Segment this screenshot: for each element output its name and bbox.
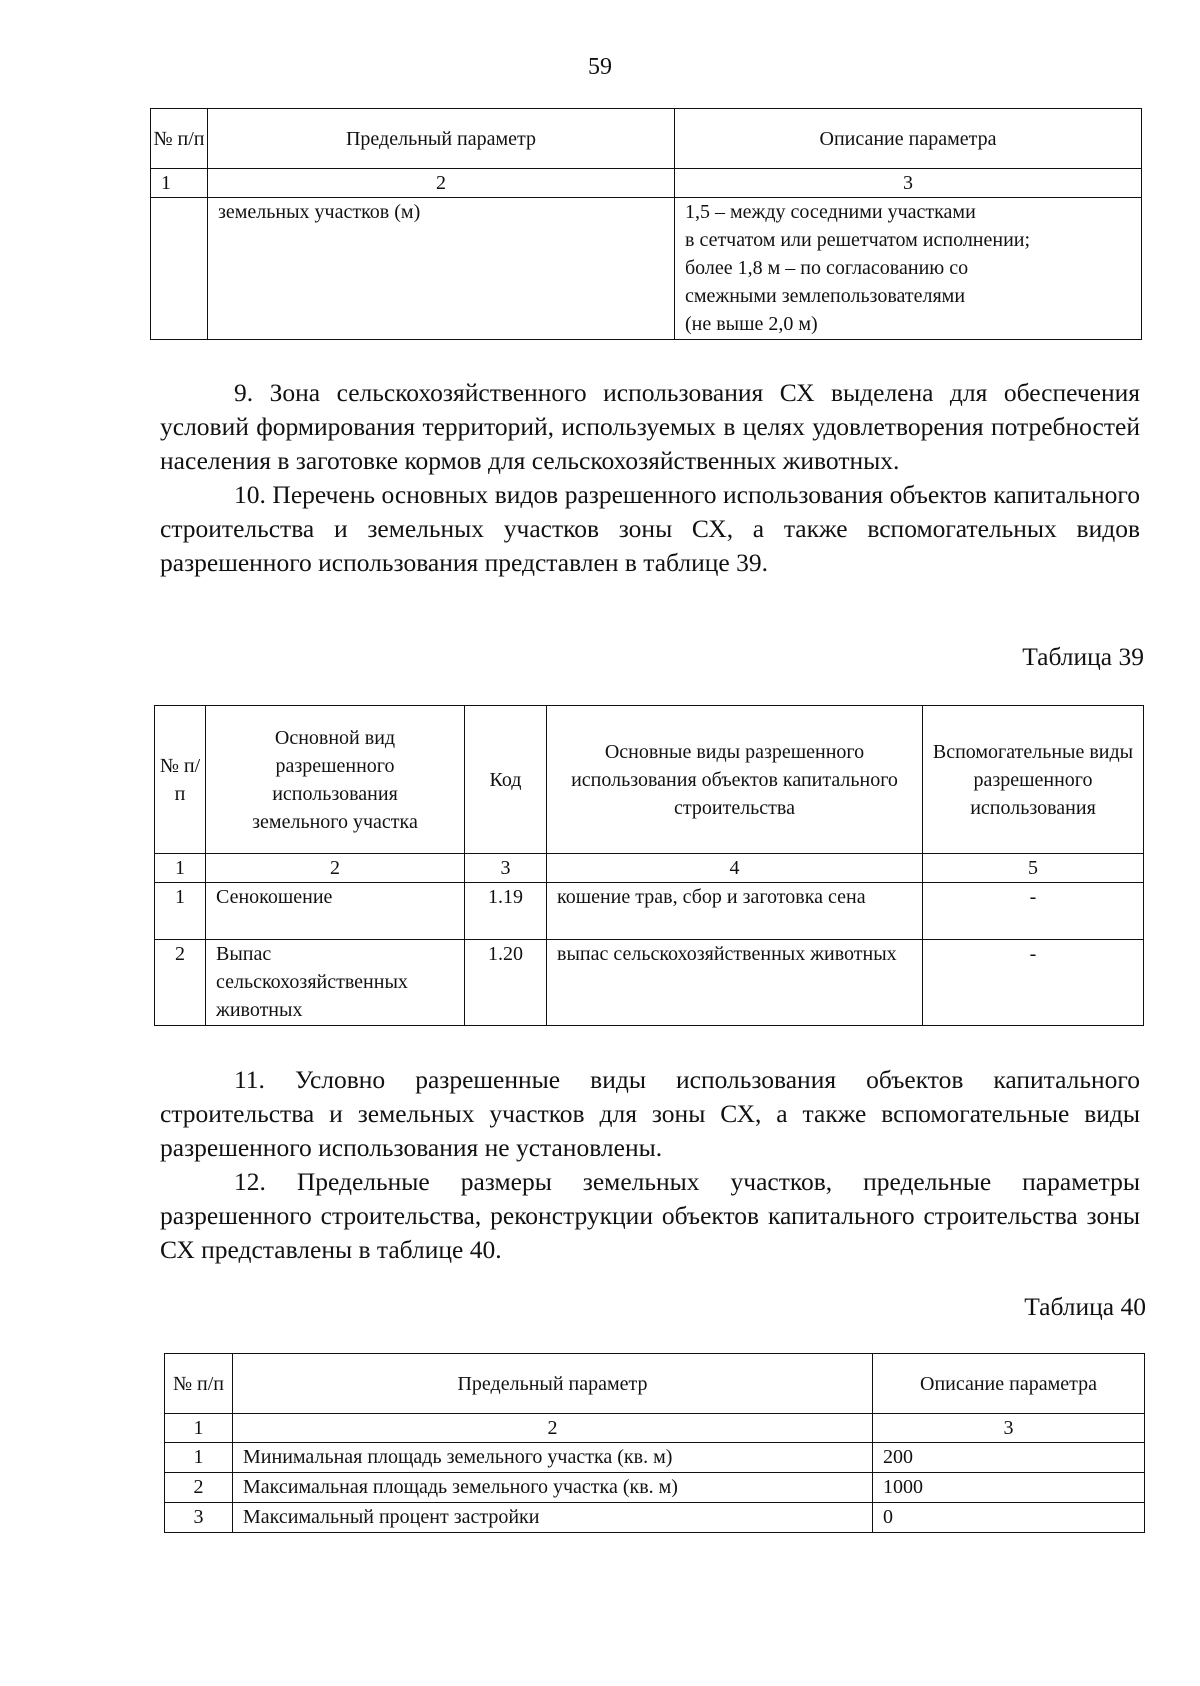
header-aux: Вспомогательные виды разрешенного использования [923, 706, 1144, 854]
desc-line: (не выше 2,0 м) [685, 313, 818, 335]
paragraph-block-1 [160, 376, 1140, 580]
table-number-row [165, 1414, 1145, 1443]
row-desc [675, 198, 1142, 340]
table-top [150, 108, 1142, 340]
row-main: кошение трав, сбор и заготовка сена [547, 883, 923, 940]
paragraph-11: 11. Условно разрешенные виды использования объектов капитального строительства и земельных участков для зоны СХ, а также вспомогательные виды разрешенного использования не установлены. [160, 1065, 1140, 1162]
row-num: 3 [165, 1503, 233, 1533]
col-number: 5 [923, 854, 1144, 883]
paragraph-10: 10. Перечень основных видов разрешенного использования объектов капитального строительства и земельных участков зоны СХ, а также вспомогательных видов разрешенного использования представлен в таблице 39. [160, 480, 1140, 577]
header-param: Предельный параметр [208, 109, 675, 169]
table-row [155, 940, 1144, 1026]
desc-line: в сетчатом или решетчатом исполнении; [685, 229, 1031, 251]
table-header-row [155, 706, 1144, 854]
table-40 [164, 1353, 1145, 1533]
row-desc: 1000 [873, 1473, 1145, 1503]
row-main: выпас сельскохозяйственных животных [547, 940, 923, 1026]
row-param: Максимальный процент застройки [233, 1503, 873, 1533]
header-code: Код [465, 706, 547, 854]
row-code: 1.20 [465, 940, 547, 1026]
header-kind: Основной вид разрешенного использования земельного участка [206, 706, 465, 854]
table-39 [154, 705, 1144, 1026]
paragraph-9: 9. Зона сельскохозяйственного использования СХ выделена для обеспечения условий формирования территорий, используемых в целях удовлетворения потребностей населения в заготовке кормов для сельскохозяйственных животных. [160, 378, 1140, 475]
row-desc: 200 [873, 1443, 1145, 1473]
page-number: 59 [588, 54, 612, 80]
table39-caption: Таблица 39 [1022, 642, 1144, 671]
row-param: земельных участков (м) [208, 198, 675, 340]
col-number: 3 [873, 1414, 1145, 1443]
table40-caption: Таблица 40 [1024, 1292, 1146, 1321]
col-number: 1 [155, 854, 206, 883]
table-row [155, 883, 1144, 940]
row-code: 1.19 [465, 883, 547, 940]
row-num: 1 [155, 883, 206, 940]
col-number: 2 [208, 169, 675, 198]
row-num: 2 [165, 1473, 233, 1503]
row-num [151, 198, 208, 340]
table-row [151, 198, 1142, 340]
col-number: 2 [233, 1414, 873, 1443]
table-row [165, 1443, 1145, 1473]
desc-line: более 1,8 м – по согласованию со [685, 257, 969, 279]
header-num: № п/п [151, 109, 208, 169]
row-kind: Выпас сельскохозяйственных животных [206, 940, 465, 1026]
col-number: 3 [465, 854, 547, 883]
col-number: 2 [206, 854, 465, 883]
row-desc: 0 [873, 1503, 1145, 1533]
header-main: Основные виды разрешенного использования объектов капитального строительства [547, 706, 923, 854]
header-num: № п/п [155, 706, 206, 854]
table-header-row [151, 109, 1142, 169]
col-number: 4 [547, 854, 923, 883]
table-row [165, 1473, 1145, 1503]
table-row [165, 1503, 1145, 1533]
col-number: 1 [151, 169, 208, 198]
row-param: Минимальная площадь земельного участка (кв. м) [233, 1443, 873, 1473]
table-number-row [155, 854, 1144, 883]
row-param: Максимальная площадь земельного участка (кв. м) [233, 1473, 873, 1503]
table-number-row [151, 169, 1142, 198]
header-desc: Описание параметра [675, 109, 1142, 169]
row-num: 2 [155, 940, 206, 1026]
header-num: № п/п [165, 1354, 233, 1414]
header-param: Предельный параметр [233, 1354, 873, 1414]
col-number: 3 [675, 169, 1142, 198]
header-desc: Описание параметра [873, 1354, 1145, 1414]
table-header-row [165, 1354, 1145, 1414]
col-number: 1 [165, 1414, 233, 1443]
row-aux: - [923, 883, 1144, 940]
row-num: 1 [165, 1443, 233, 1473]
desc-line: 1,5 – между соседними участками [685, 201, 976, 223]
row-kind: Сенокошение [206, 883, 465, 940]
paragraph-block-2 [160, 1063, 1140, 1267]
row-aux: - [923, 940, 1144, 1026]
desc-line: смежными землепользователями [685, 285, 966, 307]
paragraph-12: 12. Предельные размеры земельных участков, предельные параметры разрешенного строительства, реконструкции объектов капитального строительства зоны СХ представлены в таблице 40. [160, 1167, 1140, 1264]
